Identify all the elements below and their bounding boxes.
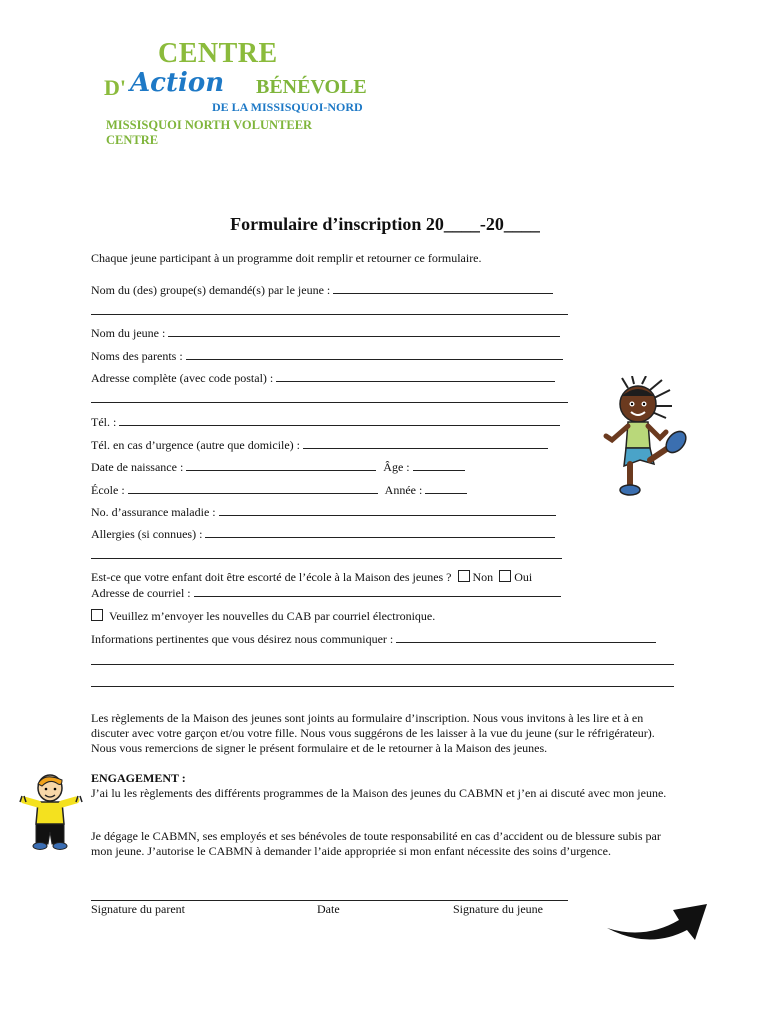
logo-line-centre: CENTRE (158, 38, 278, 69)
assurance-label: No. d’assurance maladie : (91, 505, 216, 519)
engagement-text-1: J’ai lu les règlements des différents programmes de la Maison des jeunes du CABMN et j’en ai discuté avec mon jeune. (91, 786, 667, 800)
form-title: Formulaire d’inscription 20____-20____ (230, 214, 540, 234)
allergies-label: Allergies (si connues) : (91, 527, 203, 541)
signature-line[interactable] (91, 900, 568, 901)
logo-line-english: MISSISQUOI NORTH VOLUNTEER CENTRE (106, 118, 313, 147)
nom-field[interactable] (168, 325, 560, 337)
escorte-row (91, 570, 532, 584)
assurance-field[interactable] (219, 504, 556, 516)
groupes-label: Nom du (des) groupe(s) demandé(s) par le jeune : (91, 283, 331, 297)
allergies-row (91, 526, 555, 541)
oui-checkbox[interactable] (499, 570, 511, 582)
allergies-field[interactable] (205, 526, 555, 538)
oui-label: Oui (514, 570, 533, 584)
nom-label: Nom du jeune : (91, 326, 166, 340)
annee-field[interactable] (425, 482, 467, 494)
urgence-label: Tél. en cas d’urgence (autre que domicile) : (91, 438, 301, 452)
non-label: Non (472, 570, 494, 584)
rules-paragraph: Les règlements de la Maison des jeunes sont joints au formulaire d’inscription. Nous vous invitons à les lire et à en discuter avec votre garçon et/ou votre fille. Nous vous suggérons de les laisser à la vue du jeune (sur le réfrigérateur). Nous vous remercions de signer le présent formulaire et de le retourner à la Maison des jeunes. (91, 711, 655, 755)
assurance-row (91, 504, 556, 519)
girl-illustration-icon (600, 376, 692, 500)
infos-label: Informations pertinentes que vous désirez nous communiquer : (91, 632, 394, 646)
ecole-field[interactable] (128, 482, 378, 494)
logo-line-d: D' (104, 75, 126, 100)
groupes-row (91, 282, 553, 297)
parents-row (91, 348, 563, 363)
adresse-row (91, 370, 555, 385)
arrow-next-icon[interactable] (605, 900, 709, 948)
infos-field-line2[interactable] (91, 664, 674, 665)
naissance-label: Date de naissance : (91, 460, 184, 474)
logo (104, 38, 367, 147)
newsletter-label: Veuillez m’envoyer les nouvelles du CAB par courriel électronique. (109, 609, 436, 623)
non-checkbox[interactable] (458, 570, 470, 582)
tel-row (91, 414, 560, 429)
logo-line-action: Action (130, 68, 225, 98)
courriel-label: Adresse de courriel : (91, 586, 191, 600)
signature-jeune-label: Signature du jeune (453, 902, 543, 916)
parents-label: Noms des parents : (91, 349, 183, 363)
courriel-field[interactable] (194, 585, 561, 597)
ecole-label: École : (91, 483, 125, 497)
newsletter-row (91, 609, 435, 623)
engagement-title: ENGAGEMENT : (91, 771, 186, 785)
logo-line-benevole: BÉNÉVOLE (256, 76, 367, 98)
ecole-row (91, 482, 467, 497)
escorte-question: Est-ce que votre enfant doit être escorté de l’école à la Maison des jeunes ? (91, 570, 452, 584)
allergies-field-line2[interactable] (91, 558, 562, 559)
naissance-row (91, 459, 465, 474)
tel-label: Tél. : (91, 415, 117, 429)
groupes-field[interactable] (333, 282, 553, 294)
adresse-field-line2[interactable] (91, 402, 568, 403)
groupes-field-line2[interactable] (91, 314, 568, 315)
naissance-field[interactable] (186, 459, 376, 471)
urgence-row (91, 437, 548, 452)
adresse-label: Adresse complète (avec code postal) : (91, 371, 274, 385)
signature-date-label: Date (317, 902, 340, 916)
adresse-field[interactable] (276, 370, 555, 382)
nom-row (91, 325, 560, 340)
courriel-row (91, 585, 561, 600)
tel-field[interactable] (119, 414, 560, 426)
infos-field-line3[interactable] (91, 686, 674, 687)
newsletter-checkbox[interactable] (91, 609, 103, 621)
infos-row (91, 631, 656, 646)
age-label: Âge : (383, 460, 410, 474)
infos-field[interactable] (396, 631, 656, 643)
age-field[interactable] (413, 459, 465, 471)
signature-parent-label: Signature du parent (91, 902, 185, 916)
intro-text: Chaque jeune participant à un programme doit remplir et retourner ce formulaire. (91, 251, 482, 265)
boy-illustration-icon (18, 772, 84, 852)
annee-label: Année : (384, 483, 423, 497)
logo-line-missisquoi-nord: DE LA MISSISQUOI-NORD (212, 100, 363, 114)
urgence-field[interactable] (303, 437, 548, 449)
parents-field[interactable] (186, 348, 563, 360)
engagement-text-2: Je dégage le CABMN, ses employés et ses bénévoles de toute responsabilité en cas d’accident ou de blessure subis par mon jeune. J’autorise le CABMN à demander l’aide appropriée si mon enfant nécessite des soins d’urgence. (91, 829, 661, 858)
